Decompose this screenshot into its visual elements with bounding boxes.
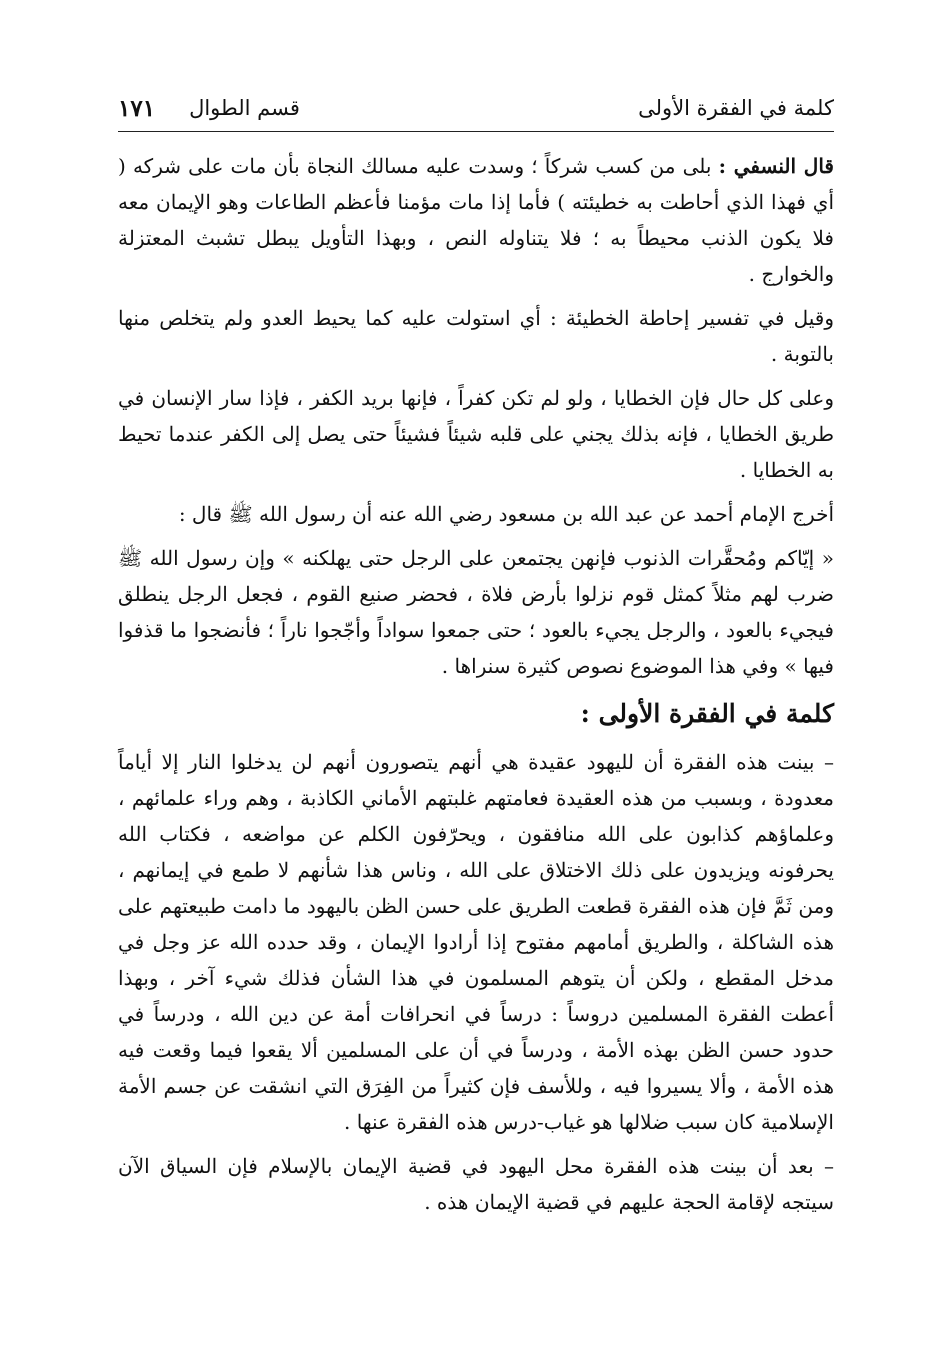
paragraph-tafsir: وقيل في تفسير إحاطة الخطيئة : أي استولت عليه كما يحيط العدو ولم يتخلص منها بالتوبة . — [118, 306, 834, 366]
paragraph-hadith: « إيّاكم ومُحقَّرات الذنوب فإنهن يجتمعن على الرجل حتى يهلكنه » وإن رسول الله ﷺ ضرب لهم مثلاً كمثل قوم نزلوا بأرض فلاة ، فحضر صنيع القوم ، فجعل الرجل ينطلق فيجيء بالعود ، والرجل يجيء بالعود ؛ حتى جمعوا سواداً وأجّجوا ناراً ؛ فأنضجوا ما قذفوا فيها » وفي هذا الموضوع نصوص كثيرة سنراها . — [118, 546, 834, 678]
header-section-title: قسم الطوال — [189, 96, 300, 120]
page-header — [118, 88, 834, 128]
section-heading: كلمة في الفقرة الأولى : — [580, 699, 834, 728]
paragraph-conclusion: – بعد أن بينت هذه الفقرة محل اليهود في قضية الإيمان بالإسلام فإن السياق الآن سيتجه لإقامة الحجة عليهم في قضية الإيمان هذه . — [118, 1154, 834, 1214]
paragraph-nasafi — [118, 148, 834, 292]
paragraph-sins: وعلى كل حال فإن الخطايا ، ولو لم تكن كفراً ، فإنها بريد الكفر ، فإذا سار الإنسان في طريق الخطايا ، فإنه بذلك يجني على قلبه شيئاً فشيئاً حتى يصل إلى الكفر عندما تحيط به الخطايا . — [118, 386, 834, 482]
page-body — [118, 148, 834, 1228]
header-chapter-title: كلمة في الفقرة الأولى — [638, 96, 834, 120]
page-number: ١٧١ — [118, 94, 156, 122]
paragraph-hadith-intro: أخرج الإمام أحمد عن عبد الله بن مسعود رضي الله عنه أن رسول الله ﷺ قال : — [178, 502, 834, 526]
paragraph-text: بلى من كسب شركاً ؛ وسدت عليه مسالك النجاة بأن مات على شركه ( أي فهذا الذي أحاطت به خطيئته ) فأما إذا مات مؤمنا فأعظم الطاعات وهو الإيمان معه فلا يكون الذنب محيطاً به ؛ فلا يتناوله النص ، وبهذا التأويل يبطل تشبث المعتزلة والخوارج . — [118, 154, 834, 286]
paragraph-commentary: – بينت هذه الفقرة أن لليهود عقيدة هي أنهم يتصورون أنهم لن يدخلوا النار إلا أياماً معدودة ، وبسبب من هذه العقيدة فعامتهم غلبتهم الأماني الكاذبة ، وهم وراء علمائهم ، وعلماؤهم كذابون على الله منافقون ، ويحرّفون الكلم عن مواضعه ، فكتاب الله يحرفونه ويزيدون على ذلك الاختلاق على الله ، وناس هذا شأنهم لا طمع في إيمانهم ، ومن ثَمَّ فإن هذه الفقرة قطعت الطريق على حسن الظن باليهود ما دامت طبيعتهم على هذه الشاكلة ، والطريق أمامهم مفتوح إذا أرادوا الإيمان ، وقد حدده الله عز وجل في مدخل المقطع ، ولكن أن يتوهم المسلمون في هذا الشأن فذلك شيء آخر ، وبهذا أعطت الفقرة المسلمين دروساً : درساً في انحرافات أمة عن دين الله ، ودرساً في حدود حسن الظن بهذه الأمة ، ودرساً في أن على المسلمين ألا يقعوا فيما وقعت فيه هذه الأمة ، وألا يسيروا فيه ، وللأسف فإن كثيراً من الفِرَق التي انشقت عن جسم الأمة الإسلامية كان سبب ضلالها هو غياب-درس هذه الفقرة عنها . — [118, 750, 834, 1134]
header-divider — [118, 131, 834, 132]
header-left-group — [118, 95, 300, 122]
paragraph-lead: قال النسفي : — [718, 154, 834, 178]
